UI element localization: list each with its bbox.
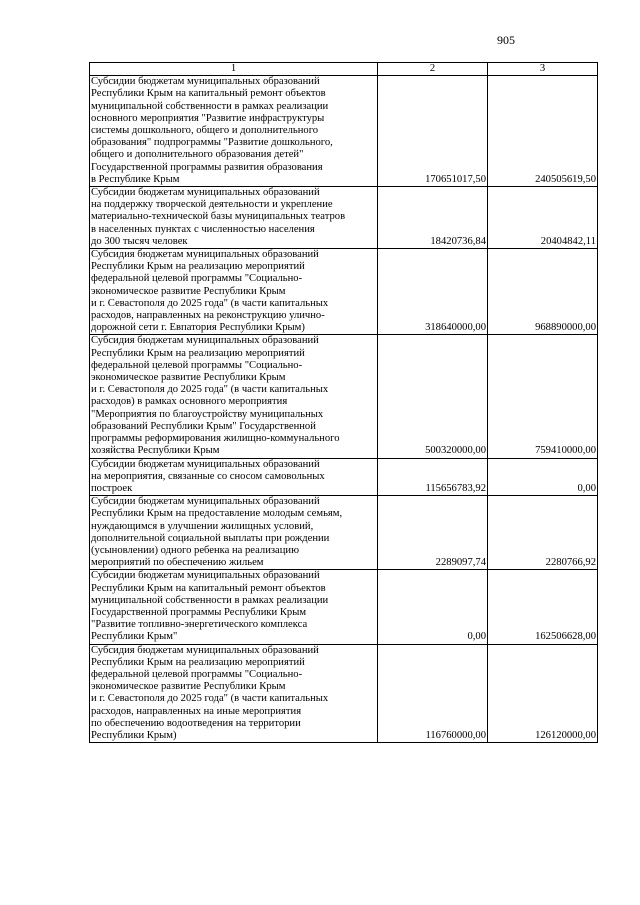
- description-line: Субсидии бюджетам муниципальных образований: [91, 496, 320, 508]
- description-line: построек: [91, 482, 133, 494]
- row-description: [90, 458, 378, 496]
- description-line: и г. Севастополя до 2025 года" (в части капитальных: [91, 384, 329, 396]
- description-line: Субсидия бюджетам муниципальных образований: [91, 249, 319, 261]
- description-line: Субсидии бюджетам муниципальных образований: [91, 187, 320, 199]
- row-value-col3: 126120000,00: [488, 644, 598, 743]
- description-line: "Развитие топливно-энергетического комплекса: [91, 619, 308, 631]
- description-line: федеральной целевой программы "Социально-: [91, 668, 303, 680]
- description-line: Республики Крым на капитальный ремонт объектов: [91, 88, 326, 100]
- table-row: [90, 335, 598, 458]
- row-description: [90, 187, 378, 249]
- description-line: Республики Крым на реализацию мероприятий: [91, 261, 305, 273]
- row-value-col2: 116760000,00: [378, 644, 488, 743]
- description-line: по обеспечению водоотведения на территории: [91, 717, 301, 729]
- description-line: Республики Крым на реализацию мероприятий: [91, 656, 305, 668]
- description-line: экономическое развитие Республики Крым: [91, 285, 286, 297]
- row-description: [90, 249, 378, 335]
- description-line: дорожной сети г. Евпатория Республики Крым): [91, 322, 305, 334]
- description-line: до 300 тысяч человек: [91, 235, 188, 247]
- row-description: [90, 335, 378, 458]
- row-value-col3: 20404842,11: [488, 187, 598, 249]
- table-row: [90, 458, 598, 496]
- budget-table: [89, 62, 598, 743]
- description-line: в населенных пунктах с численностью населения: [91, 223, 315, 235]
- description-line: экономическое развитие Республики Крым: [91, 372, 286, 384]
- description-line: федеральной целевой программы "Социально-: [91, 273, 303, 285]
- description-line: Республики Крым на капитальный ремонт объектов: [91, 582, 326, 594]
- table-row: [90, 570, 598, 644]
- row-value-col2: 500320000,00: [378, 335, 488, 458]
- description-line: федеральной целевой программы "Социально-: [91, 359, 303, 371]
- header-cell-1: 1: [90, 63, 378, 76]
- description-line: на мероприятия, связанные со сносом самовольных: [91, 470, 325, 482]
- description-line: материально-технической базы муниципальных театров: [91, 211, 346, 223]
- row-value-col2: 115656783,92: [378, 458, 488, 496]
- description-line: образования" подпрограммы "Развитие дошкольного,: [91, 137, 333, 149]
- row-description: [90, 76, 378, 187]
- description-line: расходов, направленных на реконструкцию улично-: [91, 310, 325, 322]
- description-line: Республики Крым): [91, 729, 177, 741]
- row-value-col2: 0,00: [378, 570, 488, 644]
- description-line: Субсидия бюджетам муниципальных образований: [91, 335, 319, 347]
- row-description: [90, 496, 378, 570]
- description-line: Субсидия бюджетам муниципальных образований: [91, 644, 319, 656]
- description-line: Субсидии бюджетам муниципальных образований: [91, 570, 320, 582]
- header-cell-3: 3: [488, 63, 598, 76]
- description-line: Республики Крым на предоставление молодым семьям,: [91, 508, 343, 520]
- description-line: программы реформирования жилищно-коммунального: [91, 433, 340, 445]
- row-value-col3: 968890000,00: [488, 249, 598, 335]
- description-line: нуждающимся в улучшении жилищных условий,: [91, 520, 314, 532]
- row-value-col2: 18420736,84: [378, 187, 488, 249]
- description-line: Государственной программы Республики Крым: [91, 606, 307, 618]
- description-line: хозяйства Республики Крым: [91, 445, 220, 457]
- description-line: в Республике Крым: [91, 173, 180, 185]
- description-line: дополнительной социальной выплаты при рождении: [91, 532, 330, 544]
- page-number: 905: [497, 33, 515, 47]
- table-row: [90, 76, 598, 187]
- description-line: муниципальной собственности в рамках реализации: [91, 100, 329, 112]
- description-line: образований Республики Крым" Государственной: [91, 420, 316, 432]
- row-description: [90, 570, 378, 644]
- header-cell-2: 2: [378, 63, 488, 76]
- description-line: (усыновлении) одного ребенка на реализацию: [91, 544, 300, 556]
- description-line: Республики Крым на реализацию мероприятий: [91, 347, 305, 359]
- table-row: [90, 249, 598, 335]
- description-line: и г. Севастополя до 2025 года" (в части капитальных: [91, 297, 329, 309]
- row-value-col2: 318640000,00: [378, 249, 488, 335]
- description-line: Субсидии бюджетам муниципальных образований: [91, 458, 320, 470]
- row-value-col3: 759410000,00: [488, 335, 598, 458]
- row-value-col3: 240505619,50: [488, 76, 598, 187]
- description-line: экономическое развитие Республики Крым: [91, 681, 286, 693]
- description-line: и г. Севастополя до 2025 года" (в части капитальных: [91, 693, 329, 705]
- row-value-col3: 2280766,92: [488, 496, 598, 570]
- description-line: Субсидии бюджетам муниципальных образований: [91, 76, 320, 88]
- row-value-col2: 2289097,74: [378, 496, 488, 570]
- description-line: муниципальной собственности в рамках реализации: [91, 594, 329, 606]
- table-row: [90, 644, 598, 743]
- description-line: Республики Крым": [91, 631, 178, 643]
- table-row: [90, 187, 598, 249]
- description-line: общего и дополнительного образования детей": [91, 149, 304, 161]
- description-line: Государственной программы развития образования: [91, 161, 323, 173]
- description-line: системы дошкольного, общего и дополнительного: [91, 125, 319, 137]
- description-line: расходов, направленных на иные мероприятия: [91, 705, 302, 717]
- row-value-col3: 0,00: [488, 458, 598, 496]
- row-value-col2: 170651017,50: [378, 76, 488, 187]
- description-line: "Мероприятия по благоустройству муниципальных: [91, 408, 324, 420]
- description-line: расходов) в рамках основного мероприятия: [91, 396, 288, 408]
- row-description: [90, 644, 378, 743]
- description-line: на поддержку творческой деятельности и укрепление: [91, 199, 333, 211]
- description-line: основного мероприятия "Развитие инфраструктуры: [91, 112, 325, 124]
- table-header-row: [90, 63, 598, 76]
- row-value-col3: 162506628,00: [488, 570, 598, 644]
- description-line: мероприятий по обеспечению жильем: [91, 557, 264, 569]
- table-row: [90, 496, 598, 570]
